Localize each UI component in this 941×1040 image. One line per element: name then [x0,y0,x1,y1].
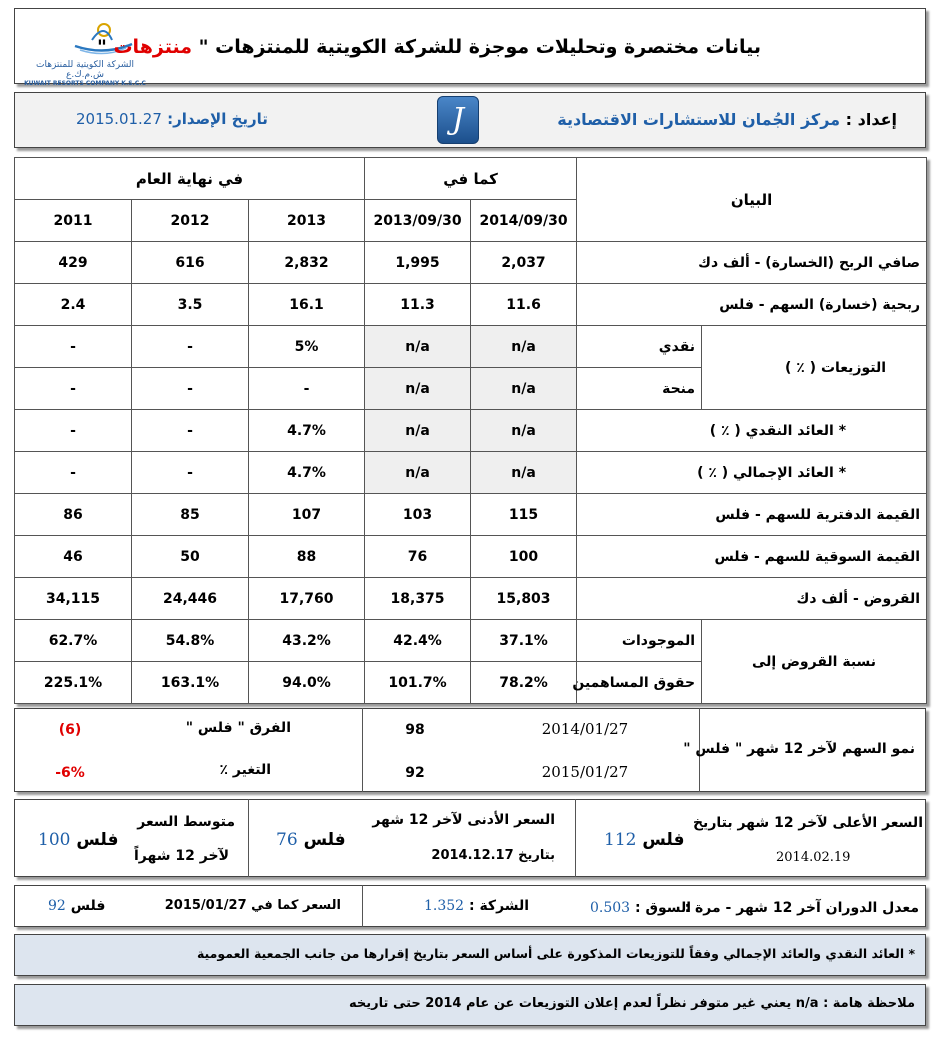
growth-label: نمو السهم لآخر 12 شهر " فلس " [683,741,915,757]
growth-date-2: 2015/01/27 [541,763,629,781]
low-price [276,830,346,850]
table-row [15,284,927,326]
group-as-of: كما في [365,158,577,200]
cell-value: n/a [471,326,577,368]
cell-value: 3.5 [132,284,249,326]
cell-value: 18,375 [365,578,471,620]
research-center-name: مركز الجُمان للاستشارات الاقتصادية [557,110,841,129]
cell-value: 42.4% [365,620,471,662]
price-as-of-unit: فلس [70,898,106,914]
price-as-of-value: 92 [48,898,66,914]
row-label: صافي الربح (الخسارة) - ألف دك [577,242,927,284]
turnover-label: معدل الدوران آخر 12 شهر - مرة : [684,900,919,916]
cell-value: - [15,452,132,494]
note-2: ملاحظة هامة : n/a يعني غير متوفر نظراً لعدم إعلان التوزيعات عن عام 2014 حتى تاريخه [349,996,915,1011]
row-label: ربحية (خسارة) السهم - فلس [577,284,927,326]
title-main: بيانات مختصرة وتحليلات موجزة للشركة الكويتية للمنتزهات [215,36,761,58]
cell-value: n/a [471,368,577,410]
row-sublabel: حقوق المساهمين [577,662,702,704]
cell-value: - [132,452,249,494]
table-row [15,578,927,620]
high-price-date: 2014.02.19 [776,850,851,865]
cell-value: 86 [15,494,132,536]
aljoman-logo-icon [437,96,479,144]
price-as-of [48,898,105,914]
table-row [15,410,927,452]
col-year-2013: 2013 [249,200,365,242]
cell-value: 34,115 [15,578,132,620]
cell-value: 5% [249,326,365,368]
cell-value: n/a [471,410,577,452]
cell-value: 88 [249,536,365,578]
col-date-2013: 2013/09/30 [365,200,471,242]
cell-value: 17,760 [249,578,365,620]
row-label: القيمة السوقية للسهم - فلس [577,536,927,578]
cell-value: 101.7% [365,662,471,704]
cell-value: 16.1 [249,284,365,326]
issue-label: تاريخ الإصدار: [167,110,268,128]
logo-text-ar: الشركة الكويتية للمنتزهات ش.م.ك.ع [36,60,134,80]
page-title [97,36,761,58]
cell-value: 54.8% [132,620,249,662]
cell-value: 103 [365,494,471,536]
prepared-by [557,110,897,129]
avg-price-label-1: متوسط السعر [137,814,235,830]
cell-value: 15,803 [471,578,577,620]
cell-value: 78.2% [471,662,577,704]
row-label: * العائد النقدي ( ٪ ) [577,410,927,452]
market-value: 0.503 [590,900,631,916]
avg-price-unit: فلس [76,830,119,850]
table-row [15,494,927,536]
col-year-2012: 2012 [132,200,249,242]
table-row [15,452,927,494]
low-price-unit: فلس [303,830,346,850]
loans-ratio-label: نسبة القروض إلى [702,620,927,704]
title-brand: منتزهات [113,36,192,58]
title-quote-close: " [96,36,107,58]
title-quote-open: " [198,36,209,58]
cell-value: 62.7% [15,620,132,662]
cell-value: 429 [15,242,132,284]
low-price-date: بتاريخ 2014.12.17 [431,848,555,863]
cell-value: - [132,410,249,452]
cell-value: 11.3 [365,284,471,326]
col-item-header: البيان [577,158,927,242]
table-row [15,326,927,368]
distributions-label: التوزيعات ( ٪ ) [702,326,927,410]
cell-value: 94.0% [249,662,365,704]
diff-label: الفرق " فلس " [185,720,291,736]
col-year-2011: 2011 [15,200,132,242]
col-date-2014: 2014/09/30 [471,200,577,242]
issue-date: 2015.01.27 [76,110,162,128]
financial-table [14,157,927,704]
table-row [15,536,927,578]
row-label: القيمة الدفترية للسهم - فلس [577,494,927,536]
growth-price-1: 98 [405,722,425,738]
low-price-label: السعر الأدنى لآخر 12 شهر [372,812,555,828]
cell-value: 50 [132,536,249,578]
cell-value: 107 [249,494,365,536]
cell-value: - [132,368,249,410]
cell-value: - [15,368,132,410]
prices-divider-v2 [248,799,249,877]
cell-value: 4.7% [249,452,365,494]
growth-price-2: 92 [405,765,425,781]
row-sublabel: نقدي [577,326,702,368]
cell-value: 1,995 [365,242,471,284]
change-value: -6% [55,765,85,781]
company-label: الشركة : [468,898,530,914]
cell-value: 616 [132,242,249,284]
cell-value: 85 [132,494,249,536]
row-label: * العائد الإجمالي ( ٪ ) [577,452,927,494]
cell-value: 37.1% [471,620,577,662]
avg-price [38,830,118,850]
prepared-colon: : [845,110,853,129]
high-price-unit: فلس [642,830,685,850]
market-label: السوق : [634,900,692,916]
logo-text-en: KUWAIT RESORTS COMPANY K.S.C.C [24,80,146,87]
prepared-label: إعداد [857,110,897,129]
row-sublabel: الموجودات [577,620,702,662]
prices-box [14,799,926,877]
cell-value: - [15,410,132,452]
cell-value: 11.6 [471,284,577,326]
cell-value: n/a [365,410,471,452]
turnover-market [590,900,691,916]
note-1: * العائد النقدي والعائد الإجمالي وفقاً للتوزيعات المذكورة على أساس السعر بتاريخ إقرارها من جانب الجمعية العمومية [196,946,915,961]
avg-price-label-2: لآخر 12 شهراً [134,848,229,864]
cell-value: 76 [365,536,471,578]
cell-value: 163.1% [132,662,249,704]
cell-value: - [132,326,249,368]
issue-date-block [76,110,268,128]
group-year-end: في نهاية العام [15,158,365,200]
price-as-of-label: السعر كما في 2015/01/27 [164,898,341,913]
row-label: القروض - ألف دك [577,578,927,620]
table-row [15,620,927,662]
growth-date-1: 2014/01/27 [541,720,629,738]
high-price-value: 112 [604,830,637,850]
aljoman-logo-letter: J [451,102,465,137]
cell-value: n/a [365,326,471,368]
cell-value: 2,832 [249,242,365,284]
cell-value: n/a [365,368,471,410]
high-price [604,830,684,850]
growth-divider-v2 [362,708,363,792]
change-label: التغير ٪ [219,762,271,778]
cell-value: 225.1% [15,662,132,704]
cell-value: n/a [471,452,577,494]
avg-price-value: 100 [38,830,71,850]
cell-value: - [15,326,132,368]
cell-value: 24,446 [132,578,249,620]
table-header-row-1 [15,158,927,200]
table-row [15,242,927,284]
cell-value: 2.4 [15,284,132,326]
row-sublabel: منحة [577,368,702,410]
diff-value: (6) [58,722,82,738]
prices-divider-v1 [575,799,576,877]
cell-value: n/a [365,452,471,494]
cell-value: 4.7% [249,410,365,452]
company-value: 1.352 [424,898,465,914]
cell-value: 100 [471,536,577,578]
turnover-company [424,898,529,914]
cell-value: 46 [15,536,132,578]
cell-value: - [249,368,365,410]
cell-value: 2,037 [471,242,577,284]
low-price-value: 76 [276,830,298,850]
turnover-divider [362,885,363,927]
high-price-label: السعر الأعلى لآخر 12 شهر بتاريخ [692,815,923,831]
cell-value: 115 [471,494,577,536]
cell-value: 43.2% [249,620,365,662]
